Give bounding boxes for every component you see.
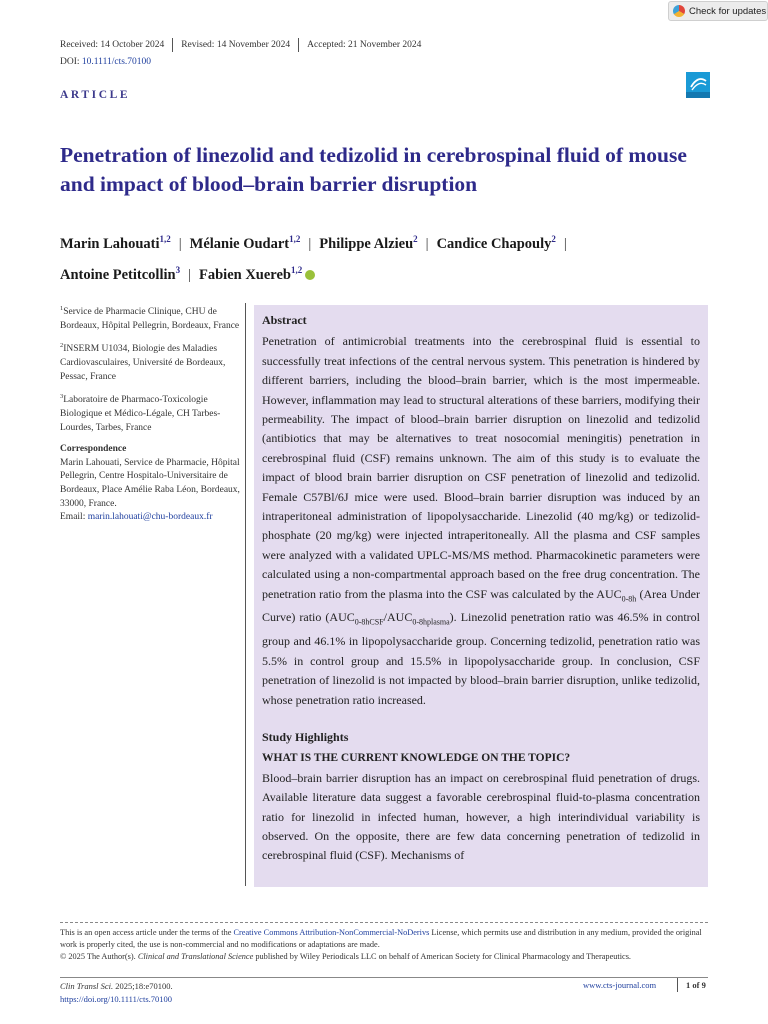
footer-divider — [60, 922, 708, 923]
highlights-question: WHAT IS THE CURRENT KNOWLEDGE ON THE TOPIC? — [262, 752, 571, 765]
column-divider — [245, 303, 246, 886]
abstract-text: Penetration of antimicrobial treatments into the cerebrospinal fluid is essential to successfully treat infections of the central nervous system. This penetration is hindered by different barriers, including the blood–brain barrier, which is the most impermeable. However, inflammation may lead to structural alterations of these barriers, modifying their permeability. The impact of blood–brain barrier disruption on linezolid and tedizolid (antibiotics that may be alternatives to treat nosocomial meningitis) penetration in cerebrospinal fluid (CSF) remains unknown. The aim of this study is to evaluate the impact of blood brain barrier disruption on CSF penetration of linezolid and tedizolid. Female C57Bl/6J mice were used. Blood–brain barrier disruption was induced by an intraperitoneal administration of lipopolysaccharide. Linezolid (40 mg/kg) or tedizolid-phosphate (20 mg/kg) were injected intraperitoneally. All the plasma and CSF samples were analyzed with a validated UPLC-MS/MS method. Pharmacokinetic parameters were calculated using a non-compartmental approach based on the free drug concentration. The penetration ratio from the plasma into the CSF was calculated by the $AUC_{0-8h}$ (Area Under Curve) ratio $(AUC_{0-8hCSF}/AUC_{0-8hplasma})$. Linezolid penetration ratio was 46.5% in control group and 46.1% in lipopolysaccharide group. Concerning tedizolid, penetration ratio was 5.5% in control group and 15.5% in lipopolysaccharide group. In conclusion, CSF penetration of linezolid is not impacted by blood–brain barrier disruption, unlike tedizolid, whose penetration ratio increased. — [262, 334, 700, 707]
correspondence-heading: Correspondence — [60, 444, 127, 455]
orcid-icon[interactable] — [305, 270, 315, 280]
affiliation: $^2$INSERM U1034, Biologie des Maladies Cardiovasculaires, Université de Bordeaux, Pessac, France — [60, 342, 226, 382]
bottom-divider — [60, 977, 708, 978]
author-name[interactable]: Candice Chapouly$^2$ — [436, 234, 556, 252]
author-name[interactable]: Philippe Alzieu$^2$ — [319, 234, 418, 252]
doi-line — [60, 57, 151, 67]
author-name[interactable]: Marin Lahouati$^{1,2}$ — [60, 234, 171, 252]
accepted-date: Accepted: 21 November 2024 — [307, 40, 422, 50]
date-divider — [298, 38, 299, 52]
ascpt-logo-icon — [686, 72, 710, 98]
page-divider — [677, 978, 678, 992]
license-link[interactable]: Creative Commons Attribution-NonCommercial-NoDerivs — [233, 928, 430, 937]
page-number: 1 of 9 — [686, 980, 706, 990]
crossmark-icon — [673, 5, 685, 17]
author-name[interactable]: Antoine Petitcollin$^3$ — [60, 264, 181, 283]
check-for-updates-button[interactable] — [668, 1, 768, 21]
article-title: Penetration of linezolid and tedizolid in cerebrospinal fluid of mouse and impact of blood–brain barrier disruption — [60, 143, 687, 196]
correspondence-text: Marin Lahouati, Service de Pharmacie, Hôpital Pellegrin, Centre Hospitalo-Universitaire de Bordeaux, Place Amélie Raba Léon, Bordeaux, 33000, France. Email: marin.lahouati@chu-bordeaux.fr — [60, 457, 240, 523]
date-divider — [172, 38, 173, 52]
highlights-text: Blood–brain barrier disruption has an impact on cerebrospinal fluid penetration of drugs. Available literature data suggest a favorable cerebrospinal fluid-to-plasma concentration ratio for linezolid in infected human, however, a high interindividual variability is observed. On the opposite, there are few data concerning penetration of tedizolid in cerebrospinal fluid (CSF). Mechanisms of — [262, 770, 700, 863]
article-url-link[interactable]: https://doi.org/10.1111/cts.70100 — [60, 994, 172, 1004]
article-dates — [60, 38, 421, 52]
doi-label: DOI: — [60, 57, 82, 67]
doi-link[interactable]: 10.1111/cts.70100 — [81, 57, 152, 67]
affiliations-column — [60, 302, 240, 531]
journal-citation: Clin Transl Sci. 2025;18:e70100. https://doi.org/10.1111/cts.70100 — [60, 981, 173, 1004]
received-date: Received: 14 October 2024 — [60, 40, 165, 50]
email-link[interactable]: marin.lahouati@chu-bordeaux.fr — [87, 512, 213, 523]
license-notice: This is an open access article under the terms of the Creative Commons Attribution-NonCommercial-NoDerivs License, which permits use and distribution in any medium, provided the original work is properly cited, the use is non-commercial and no modifications or adaptations are made. © 2025 The Author(s). Clinical and Translational Science published by Wiley Periodicals LLC on behalf of American Society for Clinical Pharmacology and Therapeutics. — [60, 928, 702, 962]
author-name[interactable]: Mélanie Oudart$^{1,2}$ — [189, 234, 301, 252]
author-name[interactable]: Fabien Xuereb$^{1,2}$ — [199, 264, 303, 283]
affiliation: $^3$Laboratoire de Pharmaco-Toxicologie Biologique et Médico-Légale, CH Tarbes-Lourdes, Tarbes, France — [60, 393, 221, 433]
check-for-updates-label: Check for updates — [689, 5, 767, 17]
abstract-content — [262, 311, 700, 866]
highlights-heading: Study Highlights — [262, 729, 349, 744]
author-list: Marin Lahouati$^{1,2}$ | Mélanie Oudart$^{1,2}$ | Philippe Alzieu$^2$ | Candice Chapouly$^2$ | Antoine Petitcollin$^3$ | Fabien Xuereb$^{1,2}$ — [60, 234, 567, 283]
abstract-heading: Abstract — [262, 313, 307, 327]
article-type-label: ARTICLE — [60, 89, 131, 101]
revised-date: Revised: 14 November 2024 — [181, 40, 291, 50]
affiliation: $^1$Service de Pharmacie Clinique, CHU de Bordeaux, Hôpital Pellegrin, Bordeaux, France — [60, 305, 240, 331]
journal-site-link[interactable]: www.cts-journal.com — [583, 980, 657, 990]
